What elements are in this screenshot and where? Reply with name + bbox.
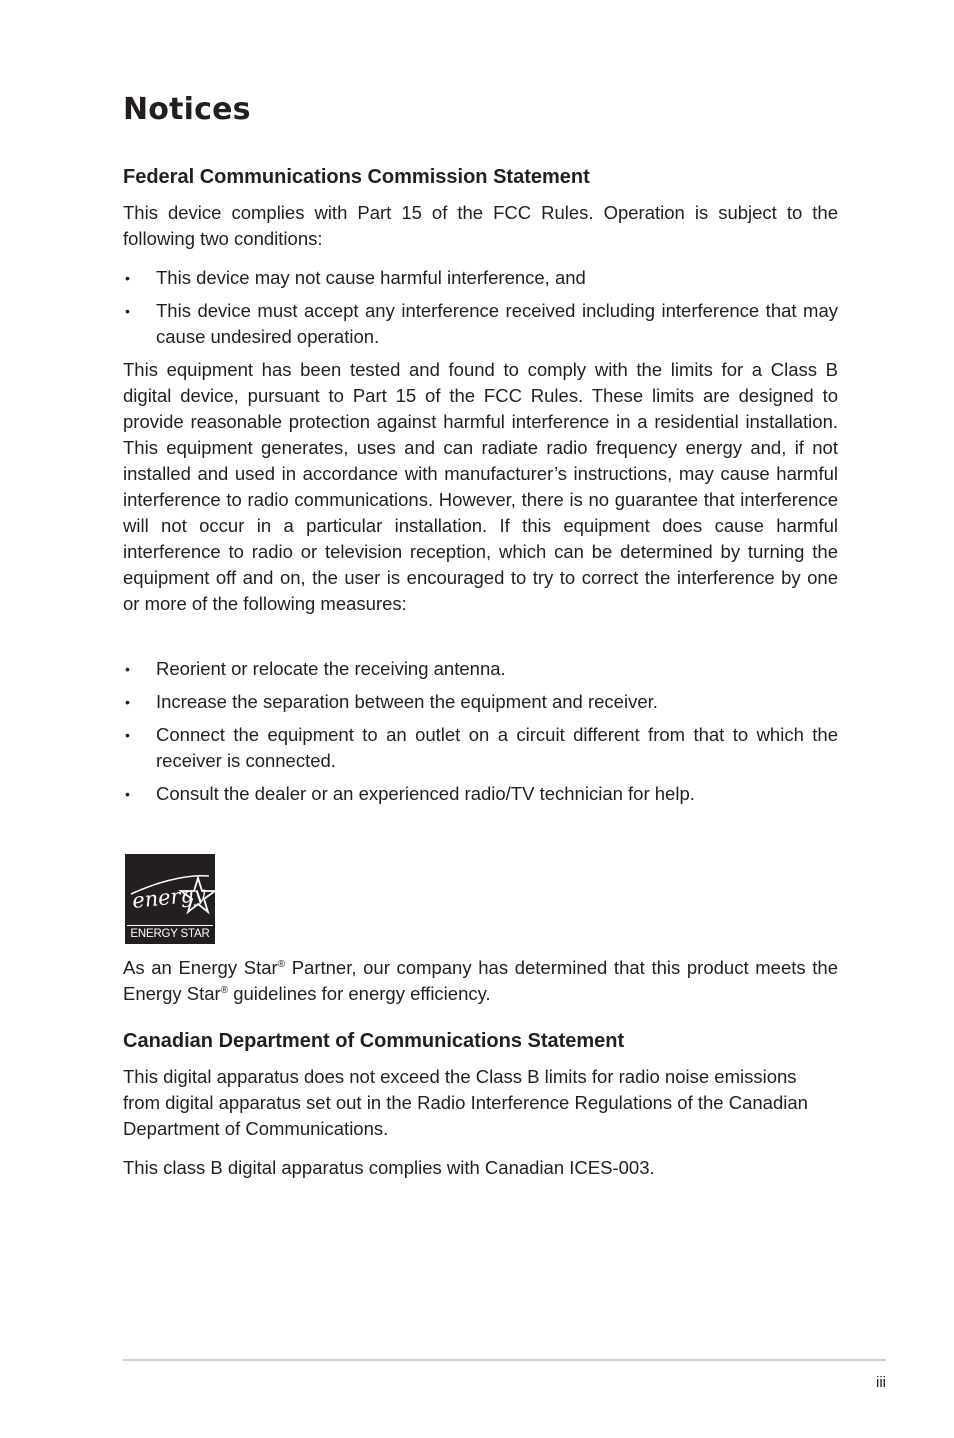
bullet-mark: • (125, 303, 130, 319)
registered-mark: ® (220, 984, 229, 996)
fcc-conditions-list (123, 265, 838, 350)
energy-script-text: energy (131, 881, 207, 913)
bullet-mark: • (125, 270, 130, 286)
list-item (123, 781, 838, 807)
bullet-mark: • (125, 661, 130, 677)
canada-heading: Canadian Department of Communications Statement (123, 1030, 625, 1052)
registered-mark: ® (277, 958, 286, 970)
measure-text: Reorient or relocate the receiving antenna. (156, 658, 506, 679)
bullet-mark: • (125, 786, 130, 802)
energy-star-label: ENERGY STAR (127, 925, 213, 942)
measure-text: Connect the equipment to an outlet on a circuit different from that to which the receiver is connected. (156, 724, 838, 771)
energy-star-logo (125, 854, 215, 944)
fcc-body: This equipment has been tested and found to comply with the limits for a Class B digital device, pursuant to Part 15 of the FCC Rules. These limits are designed to provide reasonable protection against harmful interference in a residential installation. This equipment generates, uses and can radiate radio frequency energy and, if not installed and used in accordance with manufacturer’s instructions, may cause harmful interference to radio communications. However, there is no guarantee that interference will not occur in a particular installation. If this equipment does cause harmful interference to radio or television reception, which can be determined by turning the equipment off and on, the user is encouraged to try to correct the interference by one or more of the following measures: (123, 359, 838, 614)
list-item (123, 656, 838, 682)
energy-star-statement (123, 955, 838, 1007)
energy-text-1: As an Energy Star (123, 957, 278, 978)
condition-text: This device may not cause harmful interference, and (156, 267, 586, 288)
measure-text: Increase the separation between the equipment and receiver. (156, 691, 658, 712)
list-item (123, 298, 838, 350)
energy-text-3: guidelines for energy efficiency. (228, 983, 491, 1004)
measure-text: Consult the dealer or an experienced radio/TV technician for help. (156, 783, 695, 804)
list-item (123, 689, 838, 715)
list-item (123, 722, 838, 774)
energy-text-2: Partner, our company has determined that this product meets the Energy Star (123, 957, 838, 1004)
bullet-mark: • (125, 727, 130, 743)
fcc-measures-list (123, 656, 838, 807)
bullet-mark: • (125, 694, 130, 710)
energy-star-icon (125, 854, 215, 926)
condition-text: This device must accept any interference received including interference that may cause undesired operation. (156, 300, 838, 347)
page-title: Notices (123, 92, 251, 127)
fcc-heading: Federal Communications Commission Statement (123, 166, 590, 188)
footer-divider (123, 1359, 886, 1361)
list-item (123, 265, 838, 291)
fcc-intro: This device complies with Part 15 of the FCC Rules. Operation is subject to the following two conditions: (123, 202, 838, 249)
canada-paragraph-1: This digital apparatus does not exceed the Class B limits for radio noise emissions from digital apparatus set out in the Radio Interference Regulations of the Canadian Department of Communications. (123, 1066, 808, 1139)
canada-paragraph-2: This class B digital apparatus complies with Canadian ICES-003. (123, 1157, 655, 1178)
page-number: iii (876, 1374, 886, 1391)
